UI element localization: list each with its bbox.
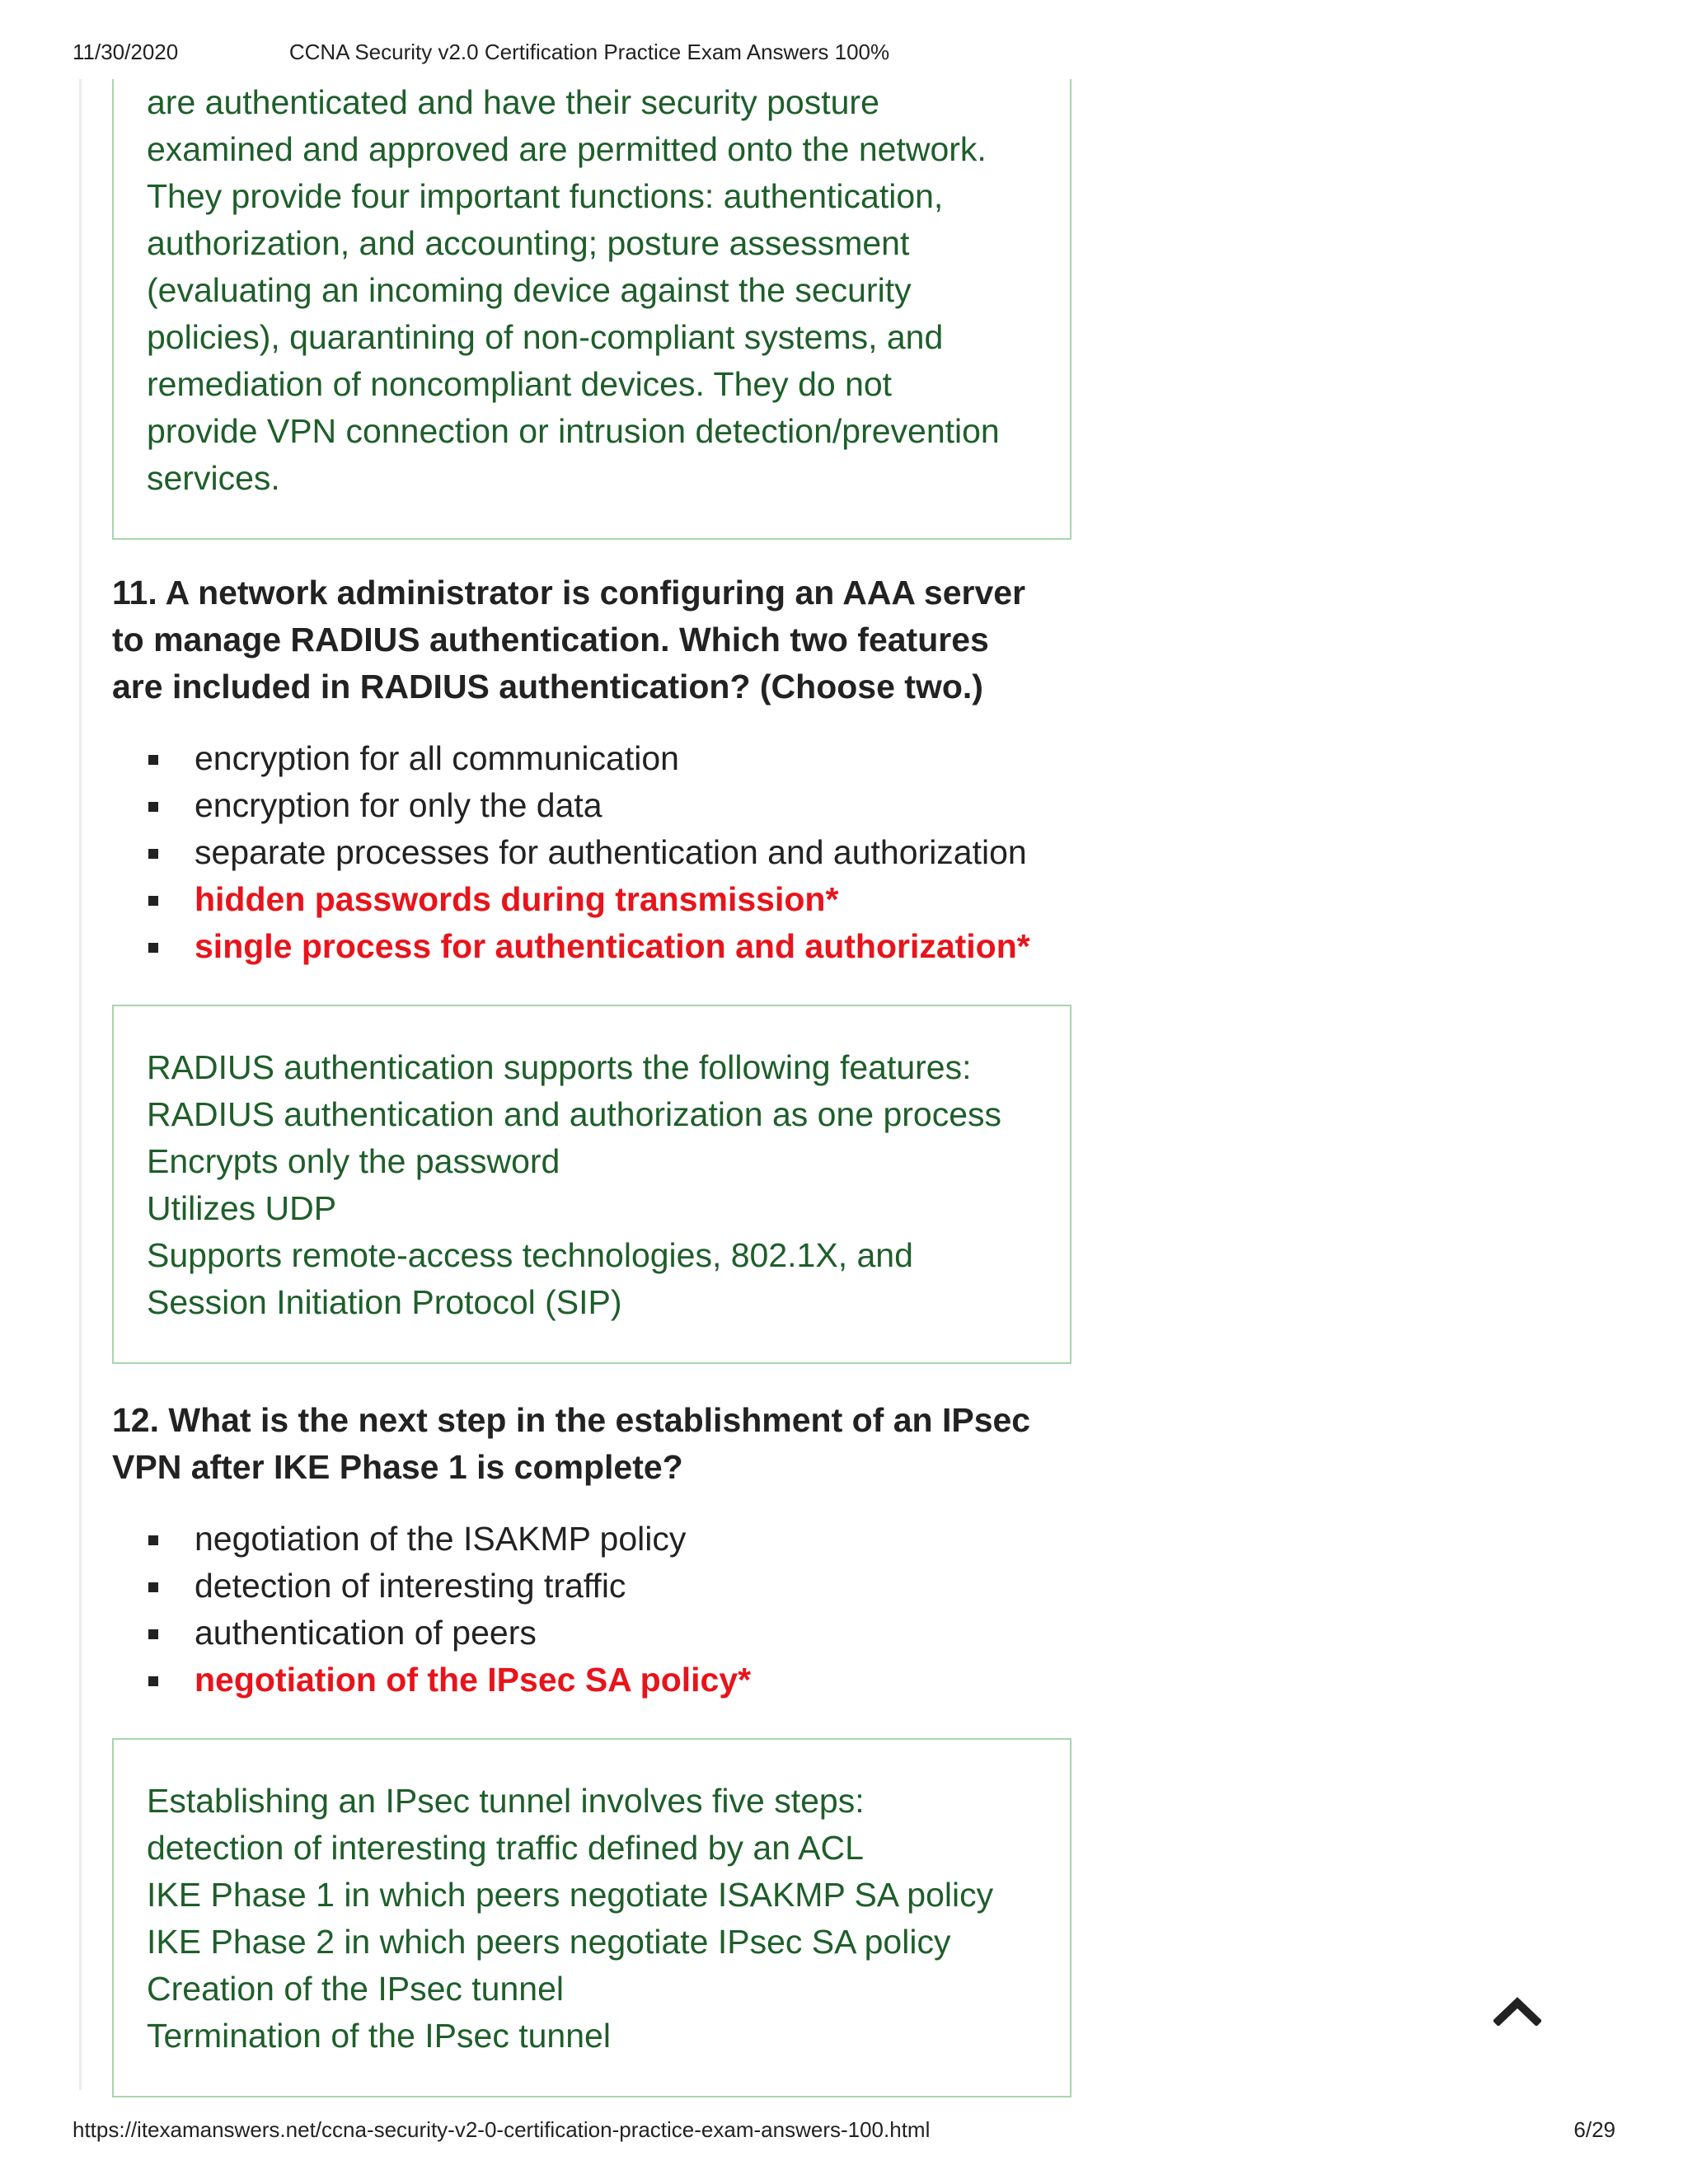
explanation-line: provide VPN connection or intrusion detection/prevention [147, 412, 1000, 450]
explanation-line: Establishing an IPsec tunnel involves five steps: [147, 1782, 865, 1820]
square-bullet-icon [148, 1676, 158, 1686]
question-line: are included in RADIUS authentication? (Choose two.) [112, 668, 983, 705]
explanation-line: remediation of noncompliant devices. They do not [147, 365, 893, 403]
answer-option-text: detection of interesting traffic [195, 1567, 626, 1605]
square-bullet-icon [148, 802, 158, 812]
answer-option [112, 735, 1071, 782]
explanation-line: RADIUS authentication and authorization as one process [147, 1095, 1002, 1133]
question-12-options [112, 1516, 1071, 1704]
answer-option [112, 1516, 1071, 1563]
answer-option-text: encryption for all communication [195, 739, 679, 777]
explanation-line: examined and approved are permitted onto the network. [147, 130, 987, 168]
answer-option [112, 829, 1071, 876]
explanation-line: detection of interesting traffic defined by an ACL [147, 1829, 864, 1867]
print-title: CCNA Security v2.0 Certification Practice Exam Answers 100% [288, 40, 890, 64]
square-bullet-icon [148, 943, 158, 953]
explanation-line: (evaluating an incoming device against the security [147, 271, 912, 309]
square-bullet-icon [148, 1582, 158, 1592]
question-12-title [112, 1397, 1071, 1491]
square-bullet-icon [148, 1535, 158, 1545]
explanation-line: Termination of the IPsec tunnel [147, 2017, 611, 2055]
answer-option-text: negotiation of the IPsec SA policy* [195, 1661, 752, 1699]
print-date: 11/30/2020 [73, 40, 179, 64]
answer-option-text: hidden passwords during transmission* [195, 880, 839, 918]
explanation-line: IKE Phase 1 in which peers negotiate ISAKMP SA policy [147, 1876, 994, 1914]
explanation-line: They provide four important functions: authentication, [147, 177, 944, 215]
answer-option-text: separate processes for authentication and authorization [195, 833, 1027, 871]
correct-answer-option [112, 1657, 1071, 1704]
answer-option [112, 782, 1071, 829]
explanation-box-q12 [112, 1738, 1071, 2097]
explanation-line: RADIUS authentication supports the following features: [147, 1048, 972, 1086]
article-content [112, 79, 1071, 2097]
answer-option-text: single process for authentication and authorization* [195, 927, 1030, 965]
content-left-rule [79, 79, 82, 2090]
explanation-line: Creation of the IPsec tunnel [147, 1970, 564, 2008]
print-header [0, 40, 1688, 69]
explanation-box-q10 [112, 79, 1071, 540]
answer-option-text: authentication of peers [195, 1614, 537, 1652]
explanation-line: Encrypts only the password [147, 1142, 560, 1180]
explanation-line: are authenticated and have their security posture [147, 83, 879, 121]
question-line: VPN after IKE Phase 1 is complete? [112, 1448, 683, 1486]
page-number: 6/29 [1573, 2117, 1615, 2142]
answer-option-text: encryption for only the data [195, 786, 603, 824]
explanation-line: Session Initiation Protocol (SIP) [147, 1283, 622, 1321]
explanation-box-q11 [112, 1005, 1071, 1364]
chevron-up-icon [1493, 1996, 1541, 2026]
correct-answer-option [112, 923, 1071, 970]
explanation-line: IKE Phase 2 in which peers negotiate IPsec SA policy [147, 1923, 951, 1961]
answer-option-text: negotiation of the ISAKMP policy [195, 1520, 687, 1558]
square-bullet-icon [148, 1629, 158, 1639]
explanation-line: Supports remote-access technologies, 802.1X, and [147, 1236, 913, 1274]
question-line: 12. What is the next step in the establishment of an IPsec [112, 1401, 1031, 1439]
question-11-title [112, 569, 1071, 710]
explanation-line: services. [147, 459, 280, 497]
square-bullet-icon [148, 849, 158, 859]
question-11-options [112, 735, 1071, 970]
explanation-line: authorization, and accounting; posture assessment [147, 224, 910, 262]
explanation-line: policies), quarantining of non-compliant systems, and [147, 318, 944, 356]
square-bullet-icon [148, 755, 158, 765]
print-url: https://itexamanswers.net/ccna-security-v2-0-certification-practice-exam-answers-100.html [73, 2117, 931, 2142]
square-bullet-icon [148, 896, 158, 906]
correct-answer-option [112, 876, 1071, 923]
question-line: 11. A network administrator is configuring an AAA server [112, 574, 1026, 612]
explanation-line: Utilizes UDP [147, 1189, 337, 1227]
question-line: to manage RADIUS authentication. Which two features [112, 621, 989, 658]
answer-option [112, 1610, 1071, 1657]
back-to-top-button[interactable] [1493, 1996, 1541, 2026]
answer-option [112, 1563, 1071, 1610]
